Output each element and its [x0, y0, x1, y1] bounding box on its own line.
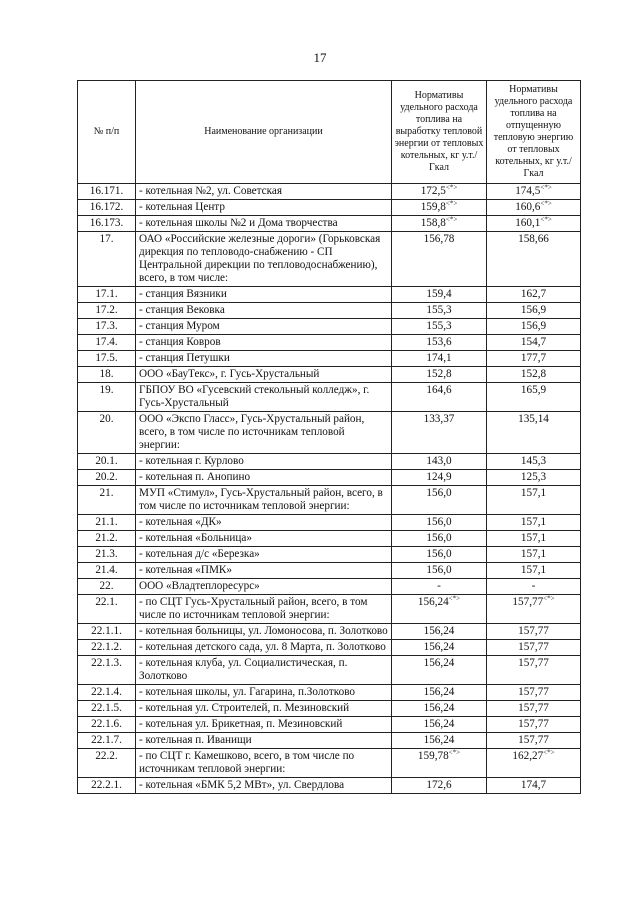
organization-name: - котельная №2, ул. Советская	[139, 185, 283, 197]
row-number: 17.5.	[95, 352, 118, 364]
production-norm: 156,24	[423, 657, 455, 669]
header-number: № п/п	[78, 81, 136, 184]
table-row	[78, 184, 581, 200]
supply-norm: 157,77	[518, 657, 549, 669]
supply-norm: 174,5	[515, 185, 541, 197]
supply-norm: 157,77	[518, 641, 549, 653]
fuel-norms-table	[77, 80, 581, 794]
table-row	[78, 319, 581, 335]
organization-name: ООО «Экспо Гласс», Гусь-Хрустальный район, всего, в том числе по источникам тепловой энергии:	[139, 413, 365, 451]
organization-name: - котельная п. Анопино	[139, 471, 251, 483]
organization-name: - котельная Центр	[139, 201, 225, 213]
row-number: 20.1.	[95, 455, 118, 467]
supply-norm: 157,77	[518, 625, 549, 637]
organization-name: - котельная г. Курлово	[139, 455, 244, 467]
supply-norm: 162,7	[520, 288, 547, 300]
table-row	[78, 367, 581, 383]
organization-name: - котельная ул. Брикетная, п. Мезиновский	[139, 718, 343, 730]
row-number: 22.1.1.	[91, 625, 122, 637]
organization-name: - котельная «ДК»	[139, 516, 222, 528]
production-norm: 152,8	[426, 368, 452, 380]
production-norm: 159,8	[420, 201, 446, 213]
supply-norm: 156,9	[520, 320, 547, 332]
footnote-mark: <*>	[540, 183, 552, 192]
row-number: 22.1.7.	[91, 734, 122, 746]
table-row	[78, 563, 581, 579]
organization-name: - станция Ковров	[139, 336, 221, 348]
table-row	[78, 579, 581, 595]
organization-name: - котельная д/с «Березка»	[139, 548, 260, 560]
footnote-mark: <*>	[445, 183, 458, 192]
organization-name: - котельная школы №2 и Дома творчества	[139, 217, 338, 229]
production-norm: 156,0	[426, 532, 452, 544]
production-norm: 155,3	[426, 304, 452, 316]
organization-name: - котельная «Больница»	[139, 532, 252, 544]
production-norm: 156,24	[423, 686, 455, 698]
table-row	[78, 733, 581, 749]
production-norm: -	[437, 580, 441, 592]
supply-norm: 160,1	[515, 217, 541, 229]
row-number: 21.	[99, 487, 114, 499]
supply-norm: 157,77	[518, 702, 549, 714]
footnote-mark: <*>	[540, 199, 552, 208]
supply-norm: 157,77	[512, 596, 544, 608]
table-row	[78, 749, 581, 778]
production-norm: 143,0	[426, 455, 452, 467]
row-number: 17.4.	[95, 336, 118, 348]
production-norm: 156,0	[426, 487, 452, 499]
supply-norm: 156,9	[520, 304, 547, 316]
organization-name: - котельная «БМК 5,2 МВт», ул. Свердлова	[139, 779, 345, 791]
page-number: 17	[313, 50, 327, 65]
supply-norm: 157,1	[520, 516, 547, 528]
table-row	[78, 547, 581, 563]
supply-norm: 160,6	[515, 201, 541, 213]
table-body	[78, 184, 581, 794]
row-number: 21.1.	[95, 516, 118, 528]
supply-norm: -	[531, 580, 536, 592]
table-row	[78, 531, 581, 547]
production-norm: 159,4	[426, 288, 452, 300]
supply-norm: 157,1	[520, 532, 547, 544]
table-row	[78, 685, 581, 701]
production-norm: 156,24	[417, 596, 449, 608]
production-norm: 153,6	[426, 336, 452, 348]
supply-norm: 157,77	[518, 718, 549, 730]
supply-norm: 157,77	[518, 734, 549, 746]
table-row	[78, 778, 581, 794]
organization-name: ОАО «Российские железные дороги» (Горьковская дирекция по тепловодо-снабжению - СП Центральной дирекции по тепловодоснабжению), всего, в том числе:	[139, 233, 381, 284]
organization-name: - по СЦТ г. Камешково, всего, в том числе по источникам тепловой энергии:	[139, 750, 355, 775]
row-number: 22.1.6.	[91, 718, 122, 730]
row-number: 21.2.	[95, 532, 118, 544]
table-row	[78, 216, 581, 232]
supply-norm: 157,1	[520, 548, 547, 560]
row-number: 17.	[99, 233, 114, 245]
production-norm: 156,24	[423, 625, 455, 637]
table-row	[78, 640, 581, 656]
organization-name: ООО «Владтеплоресурс»	[139, 580, 260, 592]
supply-norm: 162,27	[512, 750, 544, 762]
footnote-mark: <*>	[543, 748, 555, 757]
production-norm: 156,0	[426, 548, 452, 560]
table-row	[78, 200, 581, 216]
production-norm: 156,24	[423, 641, 455, 653]
row-number: 22.1.4.	[91, 686, 122, 698]
organization-name: ООО «БауТекс», г. Гусь-Хрустальный	[139, 368, 320, 380]
footnote-mark: <*>	[448, 748, 461, 757]
row-number: 22.2.1.	[91, 779, 122, 791]
production-norm: 156,78	[423, 233, 455, 245]
supply-norm: 174,7	[520, 779, 547, 791]
table-row	[78, 351, 581, 367]
row-number: 17.2.	[95, 304, 118, 316]
row-number: 21.3.	[95, 548, 118, 560]
footnote-mark: <*>	[540, 215, 552, 224]
production-norm: 156,24	[423, 734, 455, 746]
row-number: 22.1.3.	[91, 657, 122, 669]
production-norm: 156,0	[426, 564, 452, 576]
production-norm: 133,37	[423, 413, 455, 425]
organization-name: - котельная «ПМК»	[139, 564, 232, 576]
supply-norm: 157,1	[520, 564, 547, 576]
production-norm: 164,6	[426, 384, 452, 396]
table-row	[78, 412, 581, 454]
table-row	[78, 624, 581, 640]
supply-norm: 157,1	[520, 487, 547, 499]
row-number: 19.	[99, 384, 114, 396]
production-norm: 156,0	[426, 516, 452, 528]
row-number: 16.173.	[89, 217, 124, 229]
table-row	[78, 383, 581, 412]
organization-name: - по СЦТ Гусь-Хрустальный район, всего, в том числе по источникам тепловой энергии:	[139, 596, 368, 621]
row-number: 22.1.5.	[91, 702, 122, 714]
footnote-mark: <*>	[543, 594, 555, 603]
production-norm: 172,5	[420, 185, 446, 197]
supply-norm: 152,8	[520, 368, 547, 380]
row-number: 22.1.2.	[91, 641, 122, 653]
row-number: 17.1.	[95, 288, 118, 300]
footnote-mark: <*>	[448, 594, 461, 603]
row-number: 22.1.	[95, 596, 118, 608]
organization-name: - котельная больницы, ул. Ломоносова, п. Золотково	[139, 625, 388, 637]
production-norm: 159,78	[417, 750, 449, 762]
table-row	[78, 454, 581, 470]
row-number: 16.171.	[89, 185, 124, 197]
row-number: 22.2.	[95, 750, 118, 762]
organization-name: - станция Муром	[139, 320, 220, 332]
row-number: 20.	[99, 413, 114, 425]
organization-name: ГБПОУ ВО «Гусевский стекольный колледж», г. Гусь-Хрустальный	[139, 384, 370, 409]
table-row	[78, 287, 581, 303]
table-row	[78, 717, 581, 733]
supply-norm: 157,77	[518, 686, 549, 698]
row-number: 21.4.	[95, 564, 118, 576]
table-row	[78, 232, 581, 287]
production-norm: 124,9	[426, 471, 452, 483]
table-row	[78, 303, 581, 319]
header-organization: Наименование организации	[136, 81, 392, 184]
table-row	[78, 335, 581, 351]
supply-norm: 165,9	[520, 384, 547, 396]
row-number: 18.	[99, 368, 114, 380]
table-row	[78, 486, 581, 515]
organization-name: - котельная детского сада, ул. 8 Марта, п. Золотково	[139, 641, 386, 653]
production-norm: 174,1	[426, 352, 452, 364]
supply-norm: 145,3	[520, 455, 547, 467]
organization-name: - станция Вязники	[139, 288, 227, 300]
table-row	[78, 515, 581, 531]
supply-norm: 158,66	[518, 233, 549, 245]
organization-name: - станция Вековка	[139, 304, 225, 316]
supply-norm: 125,3	[520, 471, 547, 483]
production-norm: 155,3	[426, 320, 452, 332]
table-row	[78, 656, 581, 685]
row-number: 22.	[99, 580, 114, 592]
organization-name: - котельная клуба, ул. Социалистическая, п. Золотково	[139, 657, 348, 682]
supply-norm: 135,14	[518, 413, 549, 425]
organization-name: - котельная ул. Строителей, п. Мезиновский	[139, 702, 350, 714]
header-supply-norm: Нормативы удельного расхода топлива на отпущенную тепловую энергию от тепловых котельных, кг у.т./Гкал	[487, 81, 581, 184]
footnote-mark: <*>	[445, 215, 458, 224]
supply-norm: 177,7	[520, 352, 547, 364]
supply-norm: 154,7	[520, 336, 547, 348]
production-norm: 158,8	[420, 217, 446, 229]
table-row	[78, 595, 581, 624]
row-number: 17.3.	[95, 320, 118, 332]
organization-name: - котельная школы, ул. Гагарина, п.Золотково	[139, 686, 356, 698]
organization-name: - котельная п. Иванищи	[139, 734, 252, 746]
footnote-mark: <*>	[445, 199, 458, 208]
production-norm: 156,24	[423, 718, 455, 730]
row-number: 16.172.	[89, 201, 124, 213]
table-row	[78, 470, 581, 486]
organization-name: - станция Петушки	[139, 352, 230, 364]
table-row	[78, 701, 581, 717]
header-production-norm: Нормативы удельного расхода топлива на выработку тепловой энергии от тепловых котельных, кг у.т./Гкал	[392, 81, 487, 184]
production-norm: 172,6	[426, 779, 452, 791]
production-norm: 156,24	[423, 702, 455, 714]
row-number: 20.2.	[95, 471, 118, 483]
organization-name: МУП «Стимул», Гусь-Хрустальный район, всего, в том числе по источникам тепловой энергии:	[139, 487, 383, 512]
table-header-row	[78, 81, 581, 184]
